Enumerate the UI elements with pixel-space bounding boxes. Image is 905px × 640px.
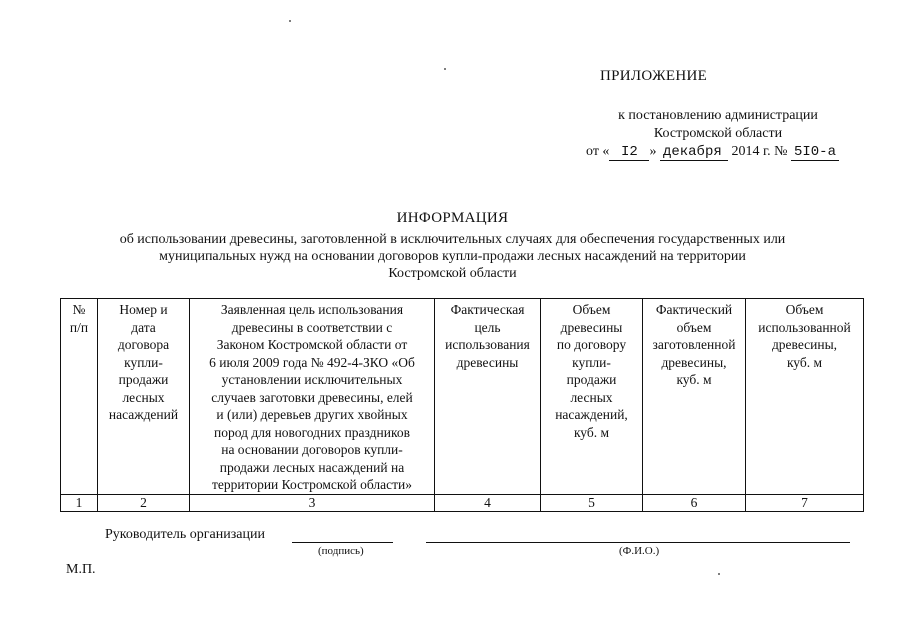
table-header-row xyxy=(61,299,864,495)
appendix-region-line: Костромской области xyxy=(653,126,783,141)
scan-speck xyxy=(718,573,720,575)
document-title: ИНФОРМАЦИЯ xyxy=(396,210,509,226)
header-text-line: п/п xyxy=(69,319,89,335)
header-cell xyxy=(435,299,541,495)
appendix-reference-line: к постановлению администрации xyxy=(618,108,818,123)
header-text-line: Объем xyxy=(572,302,611,317)
date-day: I2 xyxy=(609,145,649,161)
signature-hint: (подпись) xyxy=(318,545,364,557)
scan-speck xyxy=(444,68,446,70)
header-text-line: насаждений, xyxy=(555,407,628,422)
column-number-cell: 4 xyxy=(435,494,541,511)
header-text-line: пород для новогодних праздников xyxy=(214,424,410,440)
header-text-line: продажи xyxy=(566,372,617,387)
header-text-line: № xyxy=(72,302,86,317)
header-text-line: установлении исключительных xyxy=(221,372,403,387)
scan-speck xyxy=(289,20,291,22)
date-month-separator: » xyxy=(649,144,657,159)
header-text-line: использованной xyxy=(758,319,851,335)
date-year: 2014 г. № xyxy=(731,144,788,159)
appendix-title: ПРИЛОЖЕНИЕ xyxy=(600,68,708,84)
header-text-line: Объем xyxy=(785,302,824,317)
header-text-line: дата xyxy=(131,319,156,335)
document-subtitle-line: Костромской области xyxy=(388,266,517,281)
header-cell xyxy=(746,299,864,495)
header-text-line: заготовленной xyxy=(652,337,736,352)
date-prefix: от « xyxy=(586,144,610,159)
resolution-number: 5I0-а xyxy=(791,145,839,161)
header-text-line: насаждений xyxy=(108,407,179,422)
header-text-line: Фактический xyxy=(655,302,733,317)
header-text-line: Фактическая xyxy=(450,302,525,317)
date-month: декабря xyxy=(660,145,728,161)
signature-label: Руководитель организации xyxy=(105,527,265,542)
header-cell xyxy=(643,299,746,495)
header-text-line: купли- xyxy=(124,354,163,370)
header-cell xyxy=(541,299,643,495)
header-text-line: древесины xyxy=(456,354,519,370)
header-text-line: использования xyxy=(445,337,530,352)
header-text-line: купли- xyxy=(572,354,611,370)
header-text-line: на основании договоров купли- xyxy=(221,442,403,457)
header-text-line: лесных xyxy=(570,389,613,405)
header-text-line: Законом Костромской области от xyxy=(216,337,408,352)
signature-line xyxy=(292,542,393,543)
name-line xyxy=(426,542,850,543)
header-text-line: территории Костромской области» xyxy=(211,477,412,492)
column-number-cell: 6 xyxy=(643,494,746,511)
column-number-row xyxy=(61,494,864,511)
document-subtitle-line: об использовании древесины, заготовленной в исключительных случаях для обеспечения государственных или xyxy=(119,232,786,247)
stamp-label: М.П. xyxy=(66,562,96,577)
appendix-date-line xyxy=(586,144,839,161)
header-text-line: древесины, xyxy=(771,337,838,352)
header-text-line: куб. м xyxy=(676,372,712,387)
column-number-cell: 3 xyxy=(190,494,435,511)
header-text-line: цель xyxy=(474,319,501,335)
header-text-line: продажи xyxy=(118,372,169,387)
header-text-line: 6 июля 2009 года № 492-4-ЗКО «Об xyxy=(209,354,415,370)
header-text-line: куб. м xyxy=(573,424,610,440)
header-text-line: Заявленная цель использования xyxy=(220,302,404,317)
column-number-cell: 7 xyxy=(746,494,864,511)
header-cell xyxy=(190,299,435,495)
column-number-cell: 2 xyxy=(98,494,190,511)
header-cell xyxy=(61,299,98,495)
header-text-line: Номер и xyxy=(119,302,168,317)
header-text-line: древесины в соответствии с xyxy=(231,319,393,335)
header-text-line: и (или) деревьев других хвойных xyxy=(216,407,408,422)
header-text-line: лесных xyxy=(122,389,165,405)
header-text-line: продажи лесных насаждений на xyxy=(219,459,405,475)
name-hint: (Ф.И.О.) xyxy=(619,545,660,557)
header-text-line: по договору xyxy=(556,337,627,352)
information-table xyxy=(60,298,864,512)
document-subtitle-line: муниципальных нужд на основании договоров купли-продажи лесных насаждений на территории xyxy=(159,249,746,264)
header-text-line: древесины xyxy=(560,319,623,335)
header-text-line: случаев заготовки древесины, елей xyxy=(211,389,413,405)
header-text-line: объем xyxy=(676,319,712,335)
header-text-line: куб. м xyxy=(786,354,823,370)
column-number-cell: 1 xyxy=(61,494,98,511)
header-text-line: договора xyxy=(117,337,170,352)
column-number-cell: 5 xyxy=(541,494,643,511)
header-text-line: древесины, xyxy=(661,354,727,370)
header-cell xyxy=(98,299,190,495)
